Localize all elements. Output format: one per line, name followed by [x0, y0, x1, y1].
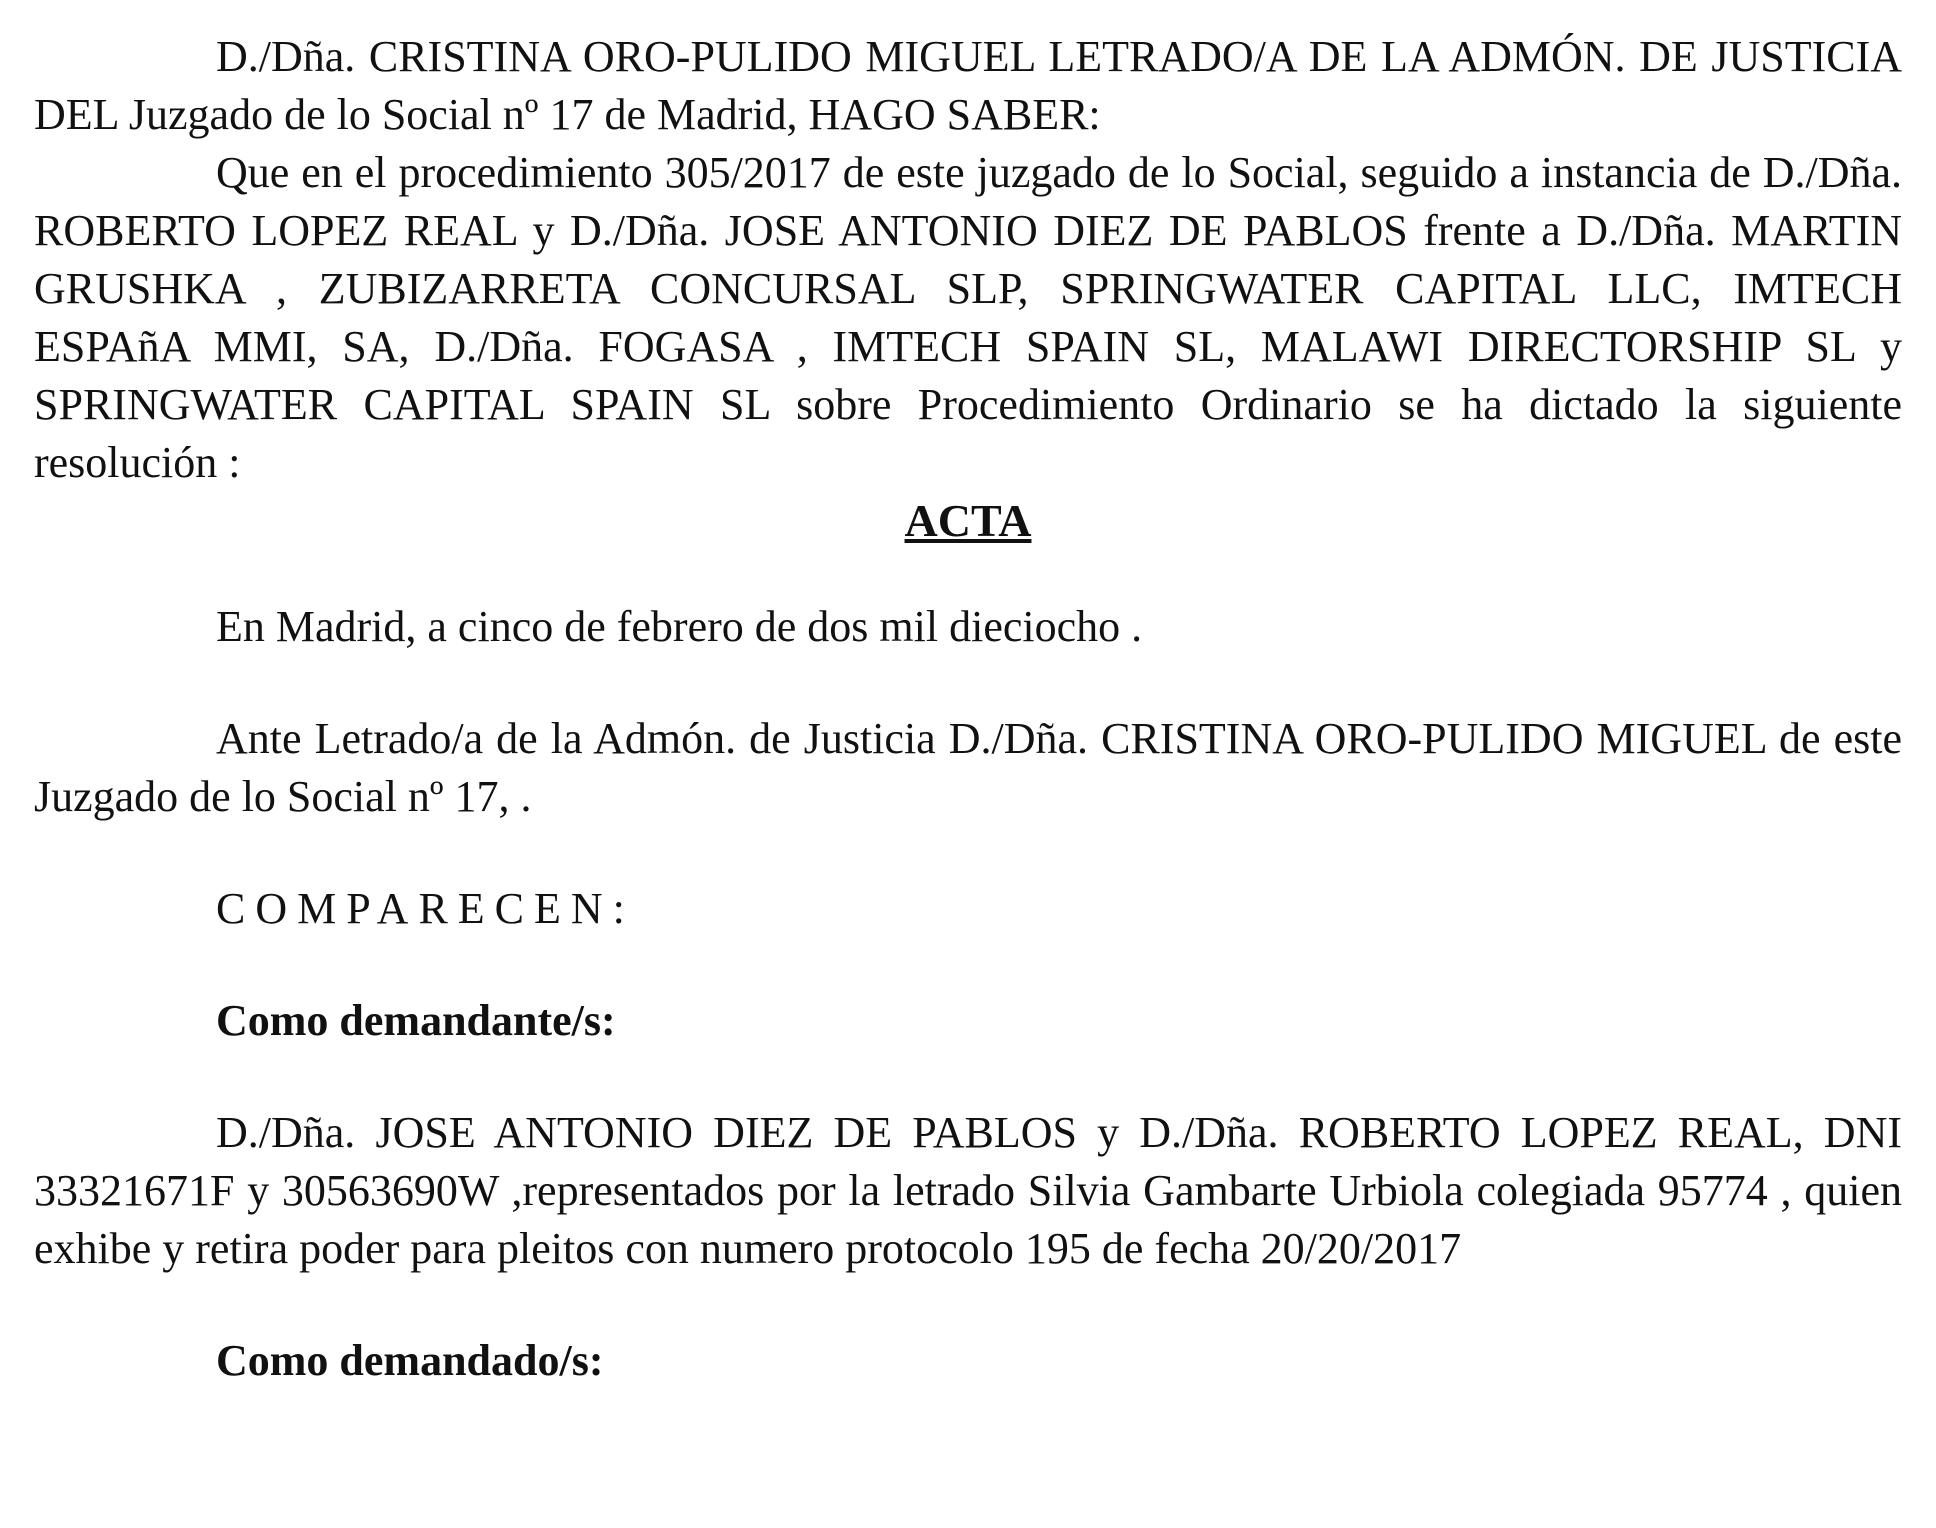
document-title: ACTA [904, 495, 1032, 546]
intro-paragraph: D./Dña. CRISTINA ORO-PULIDO MIGUEL LETRADO/A DE LA ADMÓN. DE JUSTICIA DEL Juzgado de lo Social nº 17 de Madrid, HAGO SABER: [34, 32, 1902, 139]
defendants-heading: Como demandado/s: [216, 1336, 604, 1385]
comparecen-heading: COMPARECEN: [216, 884, 635, 933]
plaintiffs-paragraph: D./Dña. JOSE ANTONIO DIEZ DE PABLOS y D./Dña. ROBERTO LOPEZ REAL, DNI 33321671F y 30563690W ,representados por la letrado Silvia Gambarte Urbiola colegiada 95774 , quien exhibe y retira poder para pleitos con numero protocolo 195 de fecha 20/20/2017 [34, 1108, 1902, 1273]
document-page [34, 28, 1902, 1390]
date-line: En Madrid, a cinco de febrero de dos mil dieciocho . [216, 602, 1143, 651]
before-paragraph: Ante Letrado/a de la Admón. de Justicia D./Dña. CRISTINA ORO-PULIDO MIGUEL de este Juzgado de lo Social nº 17, . [34, 714, 1902, 821]
plaintiffs-heading: Como demandante/s: [216, 996, 616, 1045]
procedure-paragraph: Que en el procedimiento 305/2017 de este juzgado de lo Social, seguido a instancia de D./Dña. ROBERTO LOPEZ REAL y D./Dña. JOSE ANTONIO DIEZ DE PABLOS frente a D./Dña. MARTIN GRUSHKA , ZUBIZARRETA CONCURSAL SLP, SPRINGWATER CAPITAL LLC, IMTECH ESPAñA MMI, SA, D./Dña. FOGASA , IMTECH SPAIN SL, MALAWI DIRECTORSHIP SL y SPRINGWATER CAPITAL SPAIN SL sobre Procedimiento Ordinario se ha dictado la siguiente resolución : [34, 148, 1902, 487]
